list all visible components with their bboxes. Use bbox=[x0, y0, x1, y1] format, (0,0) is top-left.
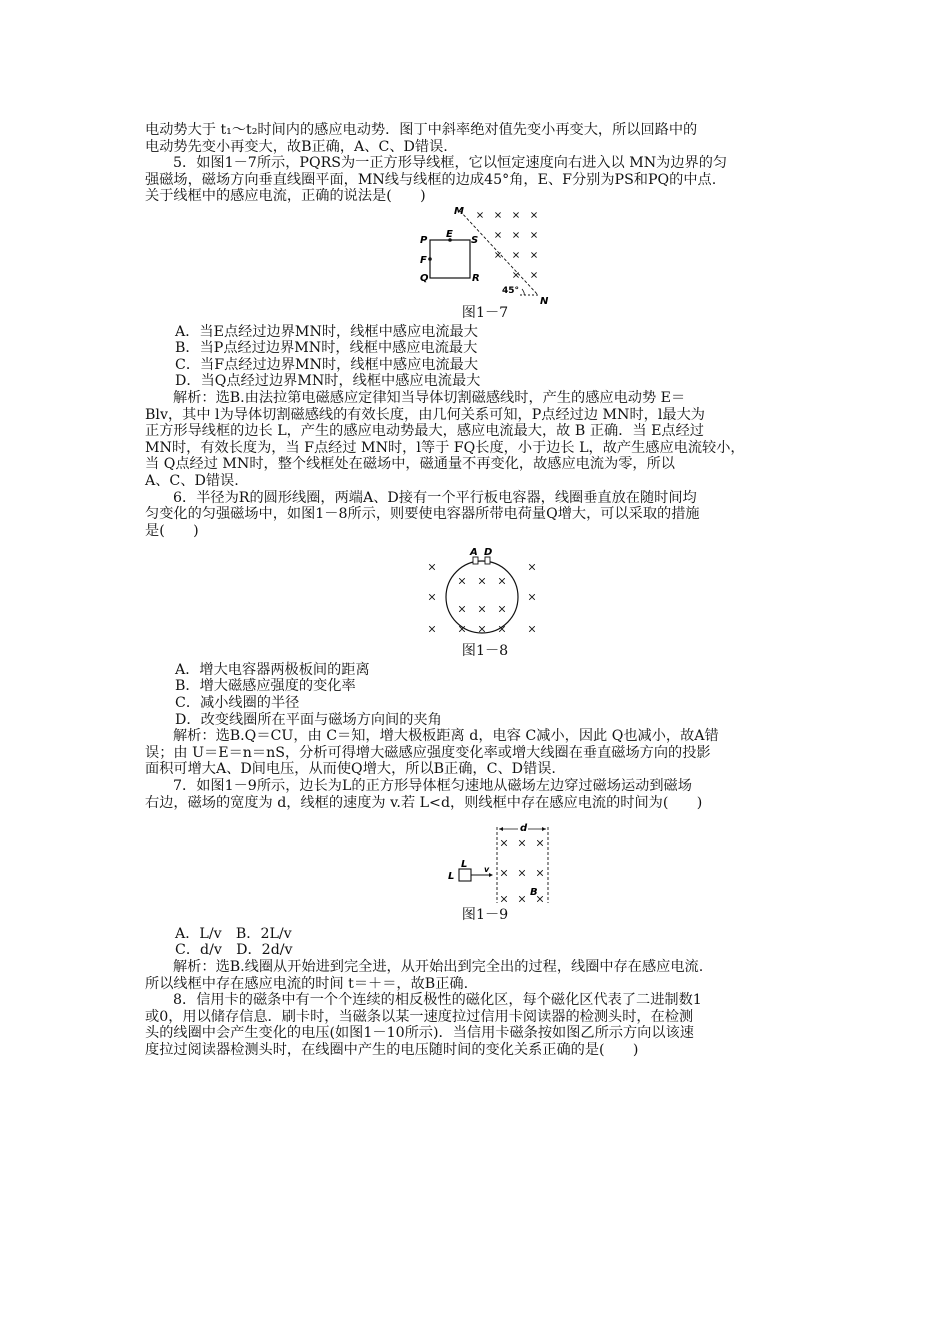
square-frame bbox=[459, 869, 471, 881]
figure-1-9-caption: 图1－9 bbox=[461, 907, 509, 924]
field-cross-mark bbox=[529, 626, 535, 632]
question-7-options-cd: C．d/v D．2d/v bbox=[175, 942, 293, 959]
field-cross-mark bbox=[531, 232, 536, 237]
field-cross-mark bbox=[513, 252, 518, 257]
figure-1-7-caption: 图1－7 bbox=[461, 304, 509, 321]
question-5-stem: 5．如图1－7所示，PQRS为一正方形导线框，它以恒定速度向右进入以 MN为边界的匀 bbox=[173, 155, 728, 172]
question-5-option-c: C．当F点经过边界MN时，线框中感应电流最大 bbox=[175, 356, 479, 373]
question-8-stem: 或0，用以储存信息．刷卡时，当磁条以某一速度拉过信用卡阅读器的检测头时，在检测 bbox=[145, 1008, 694, 1025]
field-cross-mark bbox=[429, 626, 435, 632]
figure-1-8 bbox=[145, 545, 825, 660]
field-cross-mark bbox=[519, 870, 525, 876]
field-cross-mark bbox=[495, 212, 500, 217]
question-7-stem: 7．如图1－9所示，边长为L的正方形导体框匀速地从磁场左边穿过磁场运动到磁场 bbox=[173, 778, 692, 795]
question-5-analysis: A、C、D错误. bbox=[145, 472, 239, 489]
question-5-option-a: A．当E点经过边界MN时，线框中感应电流最大 bbox=[175, 323, 478, 340]
text-line: 电动势先变小再变大，故B正确，A、C、D错误. bbox=[145, 138, 448, 155]
figure-1-8-caption: 图1－8 bbox=[461, 643, 509, 660]
question-5-stem: 强磁场，磁场方向垂直线圈平面，MN线与线框的边成45°角，E、F分别为PS和PQ的中点. bbox=[145, 171, 717, 188]
question-6-stem: 6．半径为R的圆形线圈，两端A、D接有一个平行板电容器，线圈垂直放在随时间均 bbox=[173, 489, 697, 506]
square-frame-pqrs bbox=[430, 240, 470, 278]
field-cross-mark bbox=[537, 840, 543, 846]
question-6-option-a: A．增大电容器两极板间的距离 bbox=[175, 661, 370, 678]
label-e: E bbox=[446, 228, 453, 240]
label-v: v bbox=[484, 865, 490, 875]
figure-1-7-diagram bbox=[410, 205, 560, 305]
field-cross-mark bbox=[519, 896, 525, 902]
field-cross-mark bbox=[513, 232, 518, 237]
field-cross-mark bbox=[501, 896, 507, 902]
label-45-degree: 45° bbox=[502, 285, 520, 296]
field-cross-mark bbox=[531, 212, 536, 217]
field-cross-mark bbox=[531, 272, 536, 277]
question-6-analysis: 解析：选B.Q＝CU，由 C＝知，增大极板距离 d，电容 C减小，因此 Q也减小，故A错 bbox=[173, 728, 719, 745]
question-5-stem: 关于线框中的感应电流，正确的说法是( ) bbox=[145, 188, 426, 205]
question-5-analysis: 解析：选B.由法拉第电磁感应定律知当导体切割磁感线时，产生的感应电动势 E＝ bbox=[173, 389, 686, 406]
label-r: R bbox=[472, 272, 480, 284]
label-b: B bbox=[530, 887, 538, 899]
field-cross-mark bbox=[477, 212, 482, 217]
figure-1-9-diagram bbox=[420, 821, 550, 907]
label-d: D bbox=[484, 547, 493, 559]
question-6-option-c: C．减小线圈的半径 bbox=[175, 695, 300, 712]
label-d: d bbox=[520, 823, 528, 835]
document-page bbox=[145, 122, 825, 1059]
question-5-option-b: B．当P点经过边界MN时，线框中感应电流最大 bbox=[175, 340, 478, 357]
field-cross-mark bbox=[501, 840, 507, 846]
field-cross-mark bbox=[513, 272, 518, 277]
velocity-arrowhead bbox=[489, 873, 493, 877]
question-8-stem: 度拉过阅读器检测头时，在线圈中产生的电压随时间的变化关系正确的是( ) bbox=[145, 1041, 639, 1058]
field-cross-mark bbox=[499, 606, 505, 612]
capacitor-plate-d bbox=[485, 557, 490, 564]
label-l-side: L bbox=[448, 871, 455, 883]
field-cross-mark bbox=[495, 252, 500, 257]
label-l-top: L bbox=[461, 859, 468, 871]
label-f: F bbox=[420, 254, 427, 266]
label-q: Q bbox=[420, 272, 429, 284]
field-cross-mark bbox=[501, 870, 507, 876]
field-cross-mark bbox=[529, 594, 535, 600]
question-5-analysis: Blv，其中 l为导体切割磁感线的有效长度，由几何关系可知，P点经过边 MN时，l最大为 bbox=[145, 406, 705, 423]
field-cross-mark bbox=[529, 564, 535, 570]
question-6-option-b: B．增大磁感应强度的变化率 bbox=[175, 678, 356, 695]
question-5-option-d: D．当Q点经过边界MN时，线框中感应电流最大 bbox=[175, 373, 481, 390]
text-line: 电动势大于 t₁～t₂时间内的感应电动势．图丁中斜率绝对值先变小再变大，所以回路中的 bbox=[145, 122, 698, 138]
field-cross-mark bbox=[429, 594, 435, 600]
question-7-analysis: 所以线框中存在感应电流的时间 t＝＋＝，故B正确. bbox=[145, 975, 469, 992]
question-6-analysis: 面积可增大A、D间电压，从而使Q增大，所以B正确，C、D错误. bbox=[145, 761, 556, 778]
field-cross-mark bbox=[479, 626, 485, 632]
field-cross-mark bbox=[495, 232, 500, 237]
question-6-option-d: D．改变线圈所在平面与磁场方向间的夹角 bbox=[175, 711, 442, 728]
label-p: P bbox=[420, 234, 428, 246]
figure-1-9 bbox=[145, 821, 825, 924]
question-6-stem: 匀变化的匀强磁场中，如图1－8所示，则要使电容器所带电荷量Q增大，可以采取的措施 bbox=[145, 506, 700, 523]
angle-arc bbox=[522, 289, 524, 295]
field-cross-mark bbox=[537, 896, 543, 902]
field-cross-mark bbox=[519, 840, 525, 846]
field-cross-mark bbox=[537, 870, 543, 876]
label-m: M bbox=[454, 205, 464, 217]
field-cross-mark bbox=[499, 578, 505, 584]
field-cross-mark bbox=[479, 606, 485, 612]
question-8-stem: 8．信用卡的磁条中有一个个连续的相反极性的磁化区，每个磁化区代表了二进制数1 bbox=[173, 992, 702, 1009]
field-cross-mark bbox=[459, 606, 465, 612]
question-5-analysis: 当 Q点经过 MN时，整个线框处在磁场中，磁通量不再变化，故感应电流为零，所以 bbox=[145, 456, 675, 473]
question-7-stem: 右边，磁场的宽度为 d，线框的速度为 v.若 L<d，则线框中存在感应电流的时间为( ) bbox=[145, 794, 703, 811]
question-7-options-ab: A．L/v B．2L/v bbox=[175, 925, 292, 942]
question-5-analysis: 正方形导线框的边长 L，产生的感应电动势最大，感应电流最大，故 B 正确．当 E点经过 bbox=[145, 423, 704, 440]
point-f bbox=[428, 257, 432, 261]
label-n: N bbox=[540, 295, 549, 305]
label-s: S bbox=[471, 234, 479, 246]
capacitor-plate-a bbox=[473, 557, 478, 564]
question-6-stem: 是( ) bbox=[145, 522, 199, 539]
circular-coil bbox=[446, 561, 518, 633]
field-cross-mark bbox=[459, 578, 465, 584]
field-cross-mark bbox=[429, 564, 435, 570]
question-5-analysis: MN时，有效长度为，当 F点经过 MN时，l等于 FQ长度，小于边长 L，故产生感应电流较小， bbox=[145, 439, 745, 456]
question-7-analysis: 解析：选B.线圈从开始进到完全进，从开始出到完全出的过程，线圈中存在感应电流. bbox=[173, 959, 704, 975]
field-cross-mark bbox=[513, 212, 518, 217]
question-6-analysis: 误；由 U＝E＝n＝nS，分析可得增大磁感应强度变化率或增大线圈在垂直磁场方向的投影 bbox=[145, 744, 711, 761]
label-a: A bbox=[470, 547, 478, 559]
field-cross-mark bbox=[531, 252, 536, 257]
question-8-stem: 头的线圈中会产生变化的电压(如图1－10所示)．当信用卡磁条按如图乙所示方向以该速 bbox=[145, 1025, 694, 1042]
figure-1-7 bbox=[145, 205, 825, 322]
field-cross-mark bbox=[479, 578, 485, 584]
figure-1-8-diagram bbox=[420, 545, 550, 643]
